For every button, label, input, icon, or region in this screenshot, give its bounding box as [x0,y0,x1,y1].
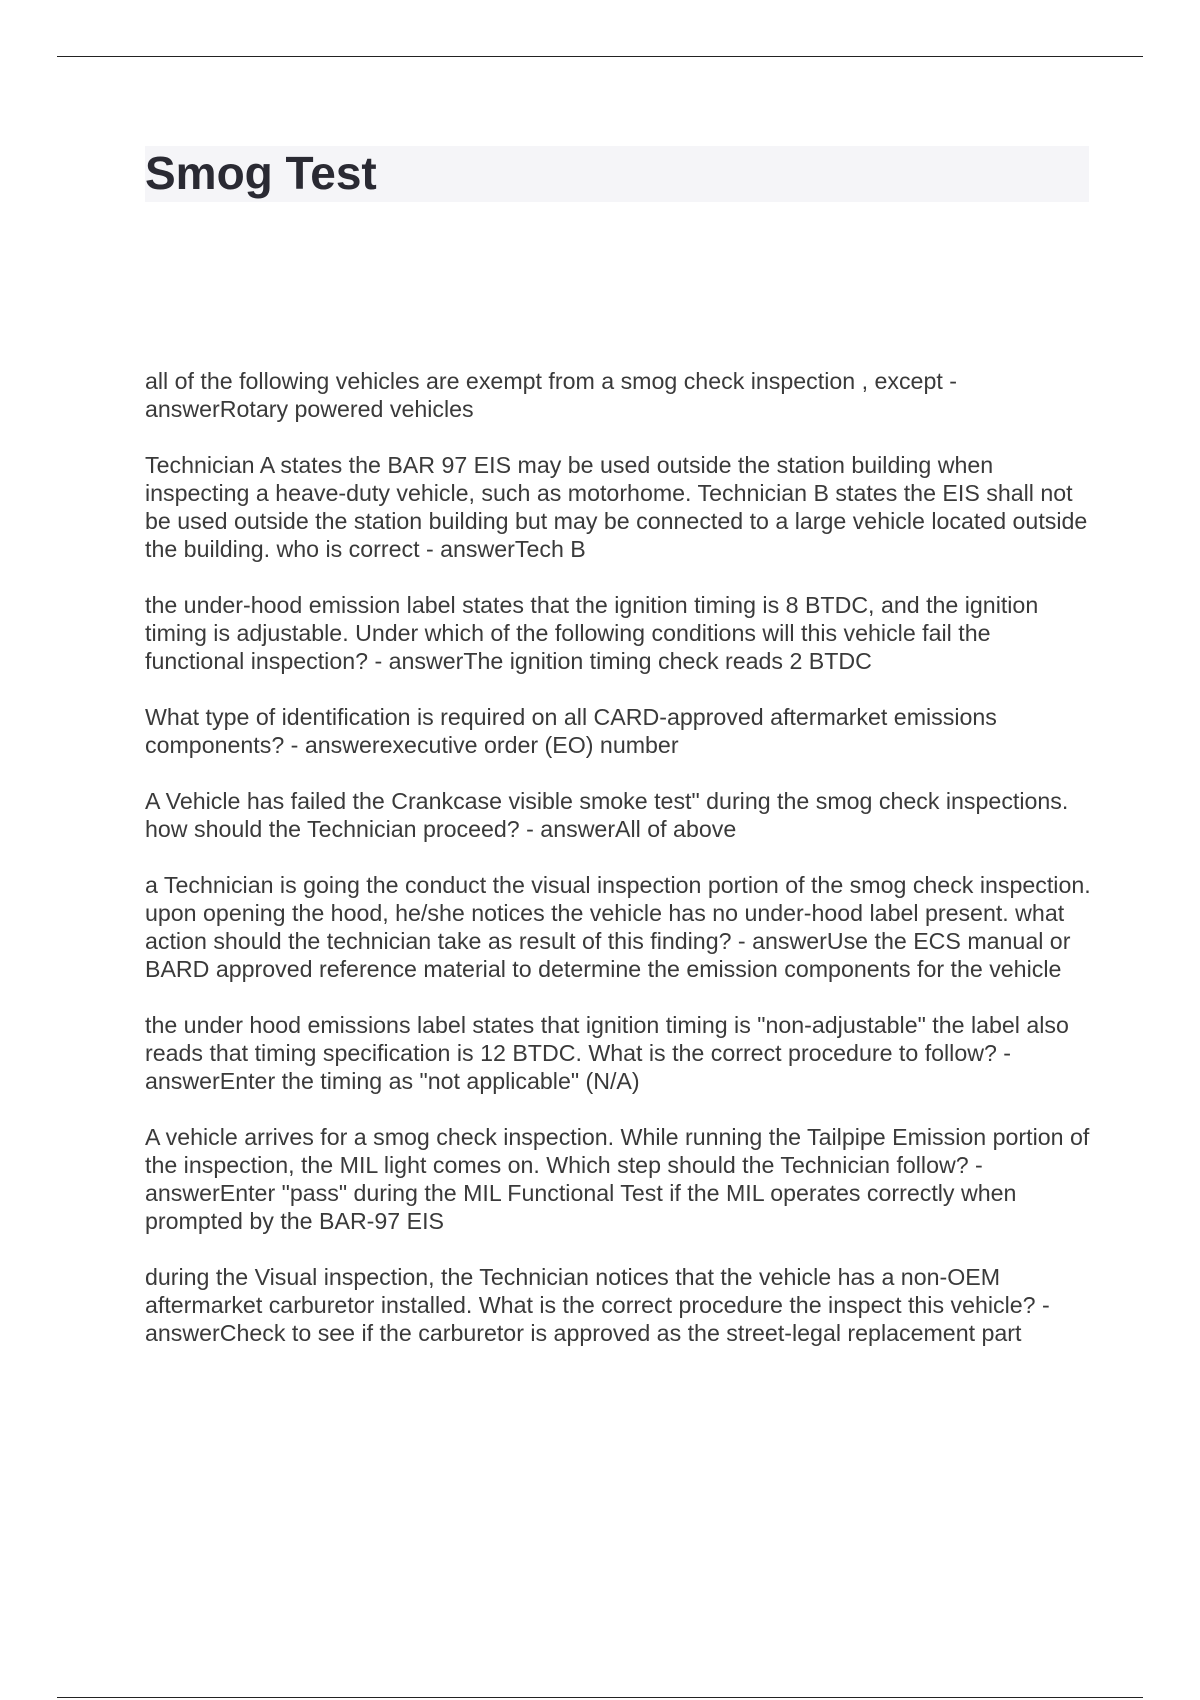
qa-item: the under-hood emission label states that the ignition timing is 8 BTDC, and the ignition timing is adjustable. Under which of the following conditions will this vehicle fail the functional inspection? - answerThe ignition timing check reads 2 BTDC [145,592,1039,674]
qa-list [145,367,1095,1375]
qa-item: Technician A states the BAR 97 EIS may be used outside the station building when inspecting a heave-duty vehicle, such as motorhome. Technician B states the EIS shall not be used outside the station building but may be connected to a large vehicle located outside the building. who is correct - answerTech B [145,452,1088,562]
qa-item: the under hood emissions label states that ignition timing is "non-adjustable" the label also reads that timing specification is 12 BTDC. What is the correct procedure to follow? - answerEnter the timing as "not applicable" (N/A) [145,1012,1069,1094]
qa-item: all of the following vehicles are exempt from a smog check inspection , except - answerRotary powered vehicles [145,368,957,422]
qa-item: A vehicle arrives for a smog check inspection. While running the Tailpipe Emission portion of the inspection, the MIL light comes on. Which step should the Technician follow? - answerEnter "pass" during the MIL Functional Test if the MIL operates correctly when prompted by the BAR-97 EIS [145,1124,1090,1234]
qa-item: a Technician is going the conduct the visual inspection portion of the smog check inspection. upon opening the hood, he/she notices the vehicle has no under-hood label present. what action should the technician take as result of this finding? - answerUse the ECS manual or BARD approved reference material to determine the emission components for the vehicle [145,872,1091,982]
qa-item: A Vehicle has failed the Crankcase visible smoke test" during the smog check inspections. how should the Technician proceed? - answerAll of above [145,788,1069,842]
top-rule [57,56,1143,57]
bottom-rule [57,1697,1143,1698]
qa-item: What type of identification is required on all CARD-approved aftermarket emissions components? - answerexecutive order (EO) number [145,704,997,758]
page-title: Smog Test [145,147,377,199]
qa-item: during the Visual inspection, the Technician notices that the vehicle has a non-OEM aftermarket carburetor installed. What is the correct procedure the inspect this vehicle? - answerCheck to see if the carburetor is approved as the street-legal replacement part [145,1264,1050,1346]
